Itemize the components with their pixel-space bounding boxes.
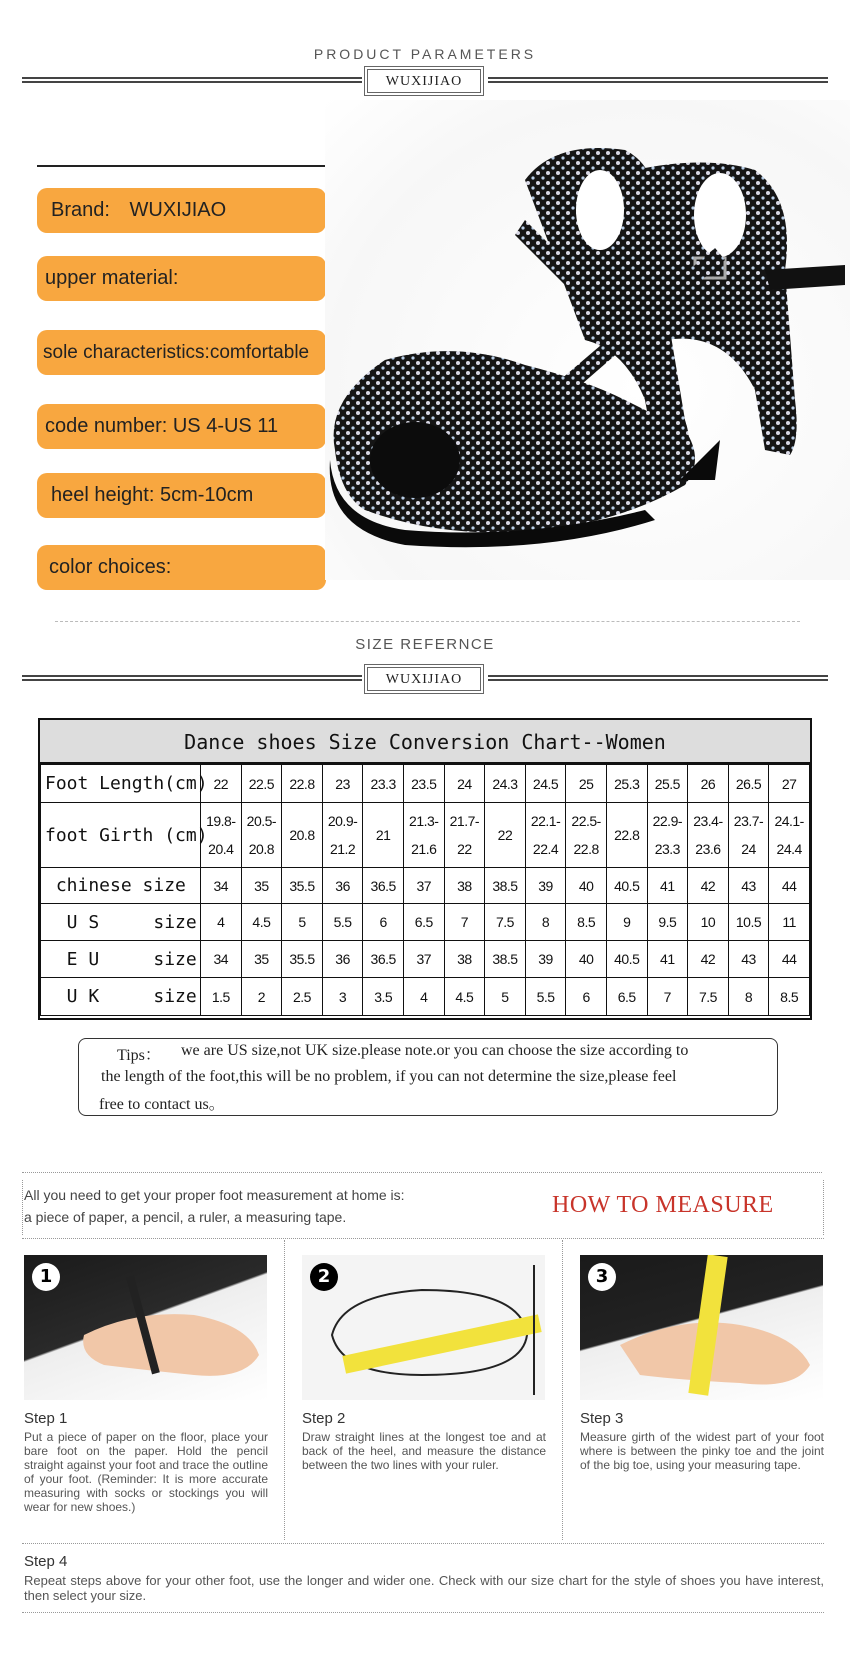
- size-chart-cell: [769, 803, 810, 868]
- size-chart-cell-part: 20.9-: [327, 813, 358, 829]
- brand-box-label-2: WUXIJIAO: [367, 667, 481, 691]
- size-chart-cell: 39: [525, 868, 566, 904]
- size-chart-cell: 39: [525, 941, 566, 978]
- size-chart-row-label: E U size: [41, 941, 201, 978]
- tips-line-2: the length of the foot,this will be no problem, if you can not determine the size,please feel: [101, 1068, 677, 1085]
- how-to-measure-title: HOW TO MEASURE: [552, 1192, 774, 1218]
- divider-line-right-2: [488, 675, 828, 681]
- measure-right-border: [823, 1180, 824, 1235]
- size-chart-cell-part: 21.3-: [409, 813, 439, 829]
- step-1-text: Put a piece of paper on the floor, place your bare foot on the paper. Hold the pencil straight against your foot and trace the outline of your foot. (Reminder: It is more accurate measuring with socks or stockings you will wear for new shoes.): [24, 1430, 268, 1514]
- param-brand-label: Brand:: [51, 199, 110, 221]
- outline-ruler-illustration: [302, 1255, 545, 1400]
- size-chart-cell: 22.8: [282, 765, 323, 803]
- size-chart-cell: 1.5: [201, 978, 242, 1016]
- size-chart-table: [40, 764, 810, 1016]
- size-chart-cell: 40: [566, 868, 607, 904]
- size-chart-cell-part: 22.9-: [652, 813, 683, 829]
- measure-intro-2: a piece of paper, a pencil, a ruler, a measuring tape.: [24, 1209, 347, 1225]
- size-chart-cell: 44: [769, 941, 810, 978]
- param-upper-material-label: upper material:: [45, 267, 179, 289]
- step-2-text: Draw straight lines at the longest toe and at back of the heel, and measure the distance between the two lines with your ruler.: [302, 1430, 546, 1472]
- size-chart-cell: 36.5: [363, 868, 404, 904]
- size-chart-cell: 35: [241, 868, 282, 904]
- step-3-text: Measure girth of the widest part of your foot where is between the pinky toe and the joint of the big toe, using your measuring tape.: [580, 1430, 824, 1472]
- divider-line-left-2: [22, 675, 362, 681]
- size-chart-cell-part: 21.2: [329, 841, 356, 857]
- size-chart-cell: [525, 803, 566, 868]
- divider-line-right: [488, 77, 828, 83]
- size-chart-cell: 22.5: [241, 765, 282, 803]
- size-chart-cell: [606, 803, 647, 868]
- size-chart-cell-part: 22: [457, 841, 472, 857]
- brand-box-2: [364, 664, 484, 694]
- size-chart-cell: 10.5: [728, 904, 769, 941]
- size-chart-cell: 3: [322, 978, 363, 1016]
- size-chart-cell: 7: [647, 978, 688, 1016]
- size-chart-row: [41, 941, 810, 978]
- size-chart-cell: 38.5: [485, 868, 526, 904]
- size-chart-cell: 43: [728, 868, 769, 904]
- step-1-image: [24, 1255, 267, 1400]
- size-chart-cell: 2.5: [282, 978, 323, 1016]
- size-chart-cell: 7.5: [485, 904, 526, 941]
- size-chart-cell: 10: [688, 904, 729, 941]
- size-chart-cell: 2: [241, 978, 282, 1016]
- size-chart-cell-part: 22.1-: [530, 813, 561, 829]
- size-chart-cell: 43: [728, 941, 769, 978]
- size-chart-cell: 23.3: [363, 765, 404, 803]
- size-chart-cell-part: 23.3: [654, 841, 680, 857]
- brand-divider: [22, 66, 828, 94]
- divider-line-left: [22, 77, 362, 83]
- size-chart-cell: 38: [444, 941, 485, 978]
- param-brand-value: WUXIJIAO: [129, 199, 227, 221]
- size-chart-cell: 37: [403, 868, 444, 904]
- step-3-title: Step 3: [580, 1410, 624, 1427]
- size-chart-cell-part: 24.4: [776, 841, 802, 857]
- size-chart-cell: 26.5: [728, 765, 769, 803]
- size-chart-row-label: Foot Length(cm): [41, 765, 201, 803]
- step-1-title: Step 1: [24, 1410, 68, 1427]
- size-chart-cell: 3.5: [363, 978, 404, 1016]
- size-chart-row: [41, 765, 810, 803]
- size-chart-row-label: foot Girth (cm): [41, 803, 201, 868]
- size-chart-cell: 8.5: [566, 904, 607, 941]
- size-chart-cell-part: 20.8: [248, 841, 275, 857]
- size-chart-cell: 40.5: [606, 941, 647, 978]
- step-4-title: Step 4: [24, 1553, 68, 1570]
- size-chart-row-label: chinese size: [41, 868, 201, 904]
- size-chart-cell: 22: [201, 765, 242, 803]
- size-chart-cell: 5.5: [525, 978, 566, 1016]
- shoe-illustration: [325, 100, 850, 580]
- size-chart-cell: 6.5: [403, 904, 444, 941]
- size-chart-row: [41, 803, 810, 868]
- step-3-badge: 3: [588, 1263, 616, 1291]
- param-heel-height-label: heel height: 5cm-10cm: [51, 484, 254, 506]
- measure-divider: [22, 1238, 824, 1239]
- size-chart-cell-part: 22.5-: [571, 813, 601, 829]
- size-chart-cell: 35: [241, 941, 282, 978]
- size-chart-cell: 25.5: [647, 765, 688, 803]
- tips-label: Tips：: [117, 1047, 161, 1064]
- size-chart-cell: 36: [322, 941, 363, 978]
- size-chart-cell-part: 21.6: [411, 841, 437, 857]
- param-upper-material: [37, 256, 326, 301]
- size-chart-cell: [282, 803, 323, 868]
- size-chart-cell-part: 21: [375, 827, 391, 843]
- size-chart-cell-part: 22.8: [573, 841, 599, 857]
- peep-toe-opening: [370, 422, 460, 498]
- size-chart-cell: [485, 803, 526, 868]
- size-chart-cell: 34: [201, 868, 242, 904]
- size-chart-cell-part: 20.5-: [246, 813, 277, 829]
- size-chart-cell: 4: [403, 978, 444, 1016]
- tips-line-3: free to contact us。: [99, 1096, 225, 1113]
- size-chart-cell: 5.5: [322, 904, 363, 941]
- size-chart-cell-part: 23.4-: [693, 813, 723, 829]
- size-chart-cell: 38: [444, 868, 485, 904]
- section-title-product-parameters: PRODUCT PARAMETERS: [313, 46, 537, 62]
- size-chart-cell: 5: [485, 978, 526, 1016]
- size-chart-cell: [322, 803, 363, 868]
- step-2-badge: 2: [310, 1263, 338, 1291]
- size-chart-cell: 24.5: [525, 765, 566, 803]
- size-chart-cell: 42: [688, 941, 729, 978]
- size-chart-cell: 23: [322, 765, 363, 803]
- size-chart-cell: [566, 803, 607, 868]
- size-chart-cell: 4.5: [444, 978, 485, 1016]
- brand-box: [364, 66, 484, 96]
- size-chart-cell: 6.5: [606, 978, 647, 1016]
- params-top-rule: [37, 165, 326, 167]
- param-color-choices: [37, 545, 326, 590]
- section-title-size-reference: SIZE REFERNCE: [355, 636, 495, 653]
- param-sole: [37, 330, 326, 375]
- step-2-image: [302, 1255, 545, 1400]
- size-chart-cell: 24.3: [485, 765, 526, 803]
- size-chart-cell: [728, 803, 769, 868]
- step-1-badge: 1: [32, 1263, 60, 1291]
- size-chart-cell-part: 21.7-: [449, 813, 480, 829]
- size-chart-cell: 37: [403, 941, 444, 978]
- size-chart-cell: 6: [363, 904, 404, 941]
- measure-left-border: [22, 1180, 23, 1235]
- param-code-number-label: code number: US 4-US 11: [45, 415, 279, 437]
- size-chart-cell-part: 22.4: [532, 841, 559, 857]
- size-chart-cell: 11: [769, 904, 810, 941]
- size-chart-cell: 44: [769, 868, 810, 904]
- size-chart-cell: 41: [647, 941, 688, 978]
- size-chart-row: [41, 978, 810, 1016]
- size-chart-cell: 42: [688, 868, 729, 904]
- size-chart-row-label: U S size: [41, 904, 201, 941]
- size-chart-cell: 7: [444, 904, 485, 941]
- size-chart-cell: 7.5: [688, 978, 729, 1016]
- step-2-title: Step 2: [302, 1410, 346, 1427]
- measure-intro-1: All you need to get your proper foot measurement at home is:: [24, 1187, 405, 1203]
- size-chart: [38, 718, 812, 1020]
- param-sole-label: sole characteristics:comfortable: [43, 342, 310, 363]
- size-chart-cell: [241, 803, 282, 868]
- size-chart-cell: 8: [728, 978, 769, 1016]
- size-chart-cell-part: 23.6: [695, 841, 721, 857]
- tips-line-1: we are US size,not UK size.please note.or you can choose the size according to: [181, 1042, 689, 1059]
- size-chart-cell-part: 19.8-: [206, 813, 236, 829]
- size-chart-cell: 40: [566, 941, 607, 978]
- size-chart-cell: 8: [525, 904, 566, 941]
- size-chart-cell: 4: [201, 904, 242, 941]
- step-column-divider-2: [562, 1240, 563, 1540]
- size-chart-cell: 9: [606, 904, 647, 941]
- tips-box: [78, 1038, 778, 1116]
- size-chart-cell-part: 24: [741, 841, 756, 857]
- step4-divider: [22, 1543, 824, 1544]
- size-chart-cell-part: 22.8: [614, 827, 640, 843]
- size-chart-cell-part: 20.4: [208, 841, 234, 857]
- front-shoe-cutout: [694, 173, 746, 257]
- size-chart-cell: 26: [688, 765, 729, 803]
- size-chart-cell: [403, 803, 444, 868]
- rear-shoe-cutout: [576, 170, 624, 250]
- size-chart-cell: 40.5: [606, 868, 647, 904]
- size-chart-cell: 23.5: [403, 765, 444, 803]
- bottom-divider: [22, 1612, 824, 1613]
- step-4-text: Repeat steps above for your other foot, use the longer and wider one. Check with our size chart for the style of shoes you have interest, then select your size.: [24, 1573, 824, 1603]
- size-chart-cell-part: 24.1-: [774, 813, 804, 829]
- param-heel-height: [37, 473, 326, 518]
- size-chart-cell: 38.5: [485, 941, 526, 978]
- foot-pencil-illustration: [24, 1255, 267, 1400]
- size-chart-cell: 25.3: [606, 765, 647, 803]
- size-chart-cell: [647, 803, 688, 868]
- size-chart-cell: 8.5: [769, 978, 810, 1016]
- step-3-image: [580, 1255, 823, 1400]
- size-chart-cell: 24: [444, 765, 485, 803]
- size-chart-cell: [363, 803, 404, 868]
- size-chart-cell: 34: [201, 941, 242, 978]
- size-chart-cell: 36: [322, 868, 363, 904]
- size-chart-cell: [444, 803, 485, 868]
- size-chart-cell: 27: [769, 765, 810, 803]
- param-code-number: [37, 404, 326, 449]
- size-chart-row: [41, 904, 810, 941]
- size-chart-cell: 9.5: [647, 904, 688, 941]
- size-chart-cell: 41: [647, 868, 688, 904]
- size-chart-cell: 4.5: [241, 904, 282, 941]
- size-chart-cell: 36.5: [363, 941, 404, 978]
- size-chart-cell-part: 22: [497, 827, 513, 843]
- param-color-choices-label: color choices:: [49, 556, 172, 578]
- size-chart-row-label: U K size: [41, 978, 201, 1016]
- foot-tape-illustration: [580, 1255, 823, 1400]
- size-chart-cell: 5: [282, 904, 323, 941]
- size-chart-row: [41, 868, 810, 904]
- section-separator: [55, 621, 800, 622]
- brand-box-label: WUXIJIAO: [367, 69, 481, 93]
- brand-divider-2: [22, 664, 828, 692]
- size-chart-cell: 6: [566, 978, 607, 1016]
- size-chart-cell: 35.5: [282, 941, 323, 978]
- param-brand: [37, 188, 326, 233]
- size-chart-cell-part: 20.8: [289, 827, 315, 843]
- size-chart-cell-part: 23.7-: [733, 813, 764, 829]
- size-chart-cell: 25: [566, 765, 607, 803]
- step-column-divider-1: [284, 1240, 285, 1540]
- size-chart-cell: [688, 803, 729, 868]
- size-chart-cell: 35.5: [282, 868, 323, 904]
- shoe-image: [325, 100, 850, 580]
- size-chart-title: Dance shoes Size Conversion Chart--Women: [40, 720, 810, 764]
